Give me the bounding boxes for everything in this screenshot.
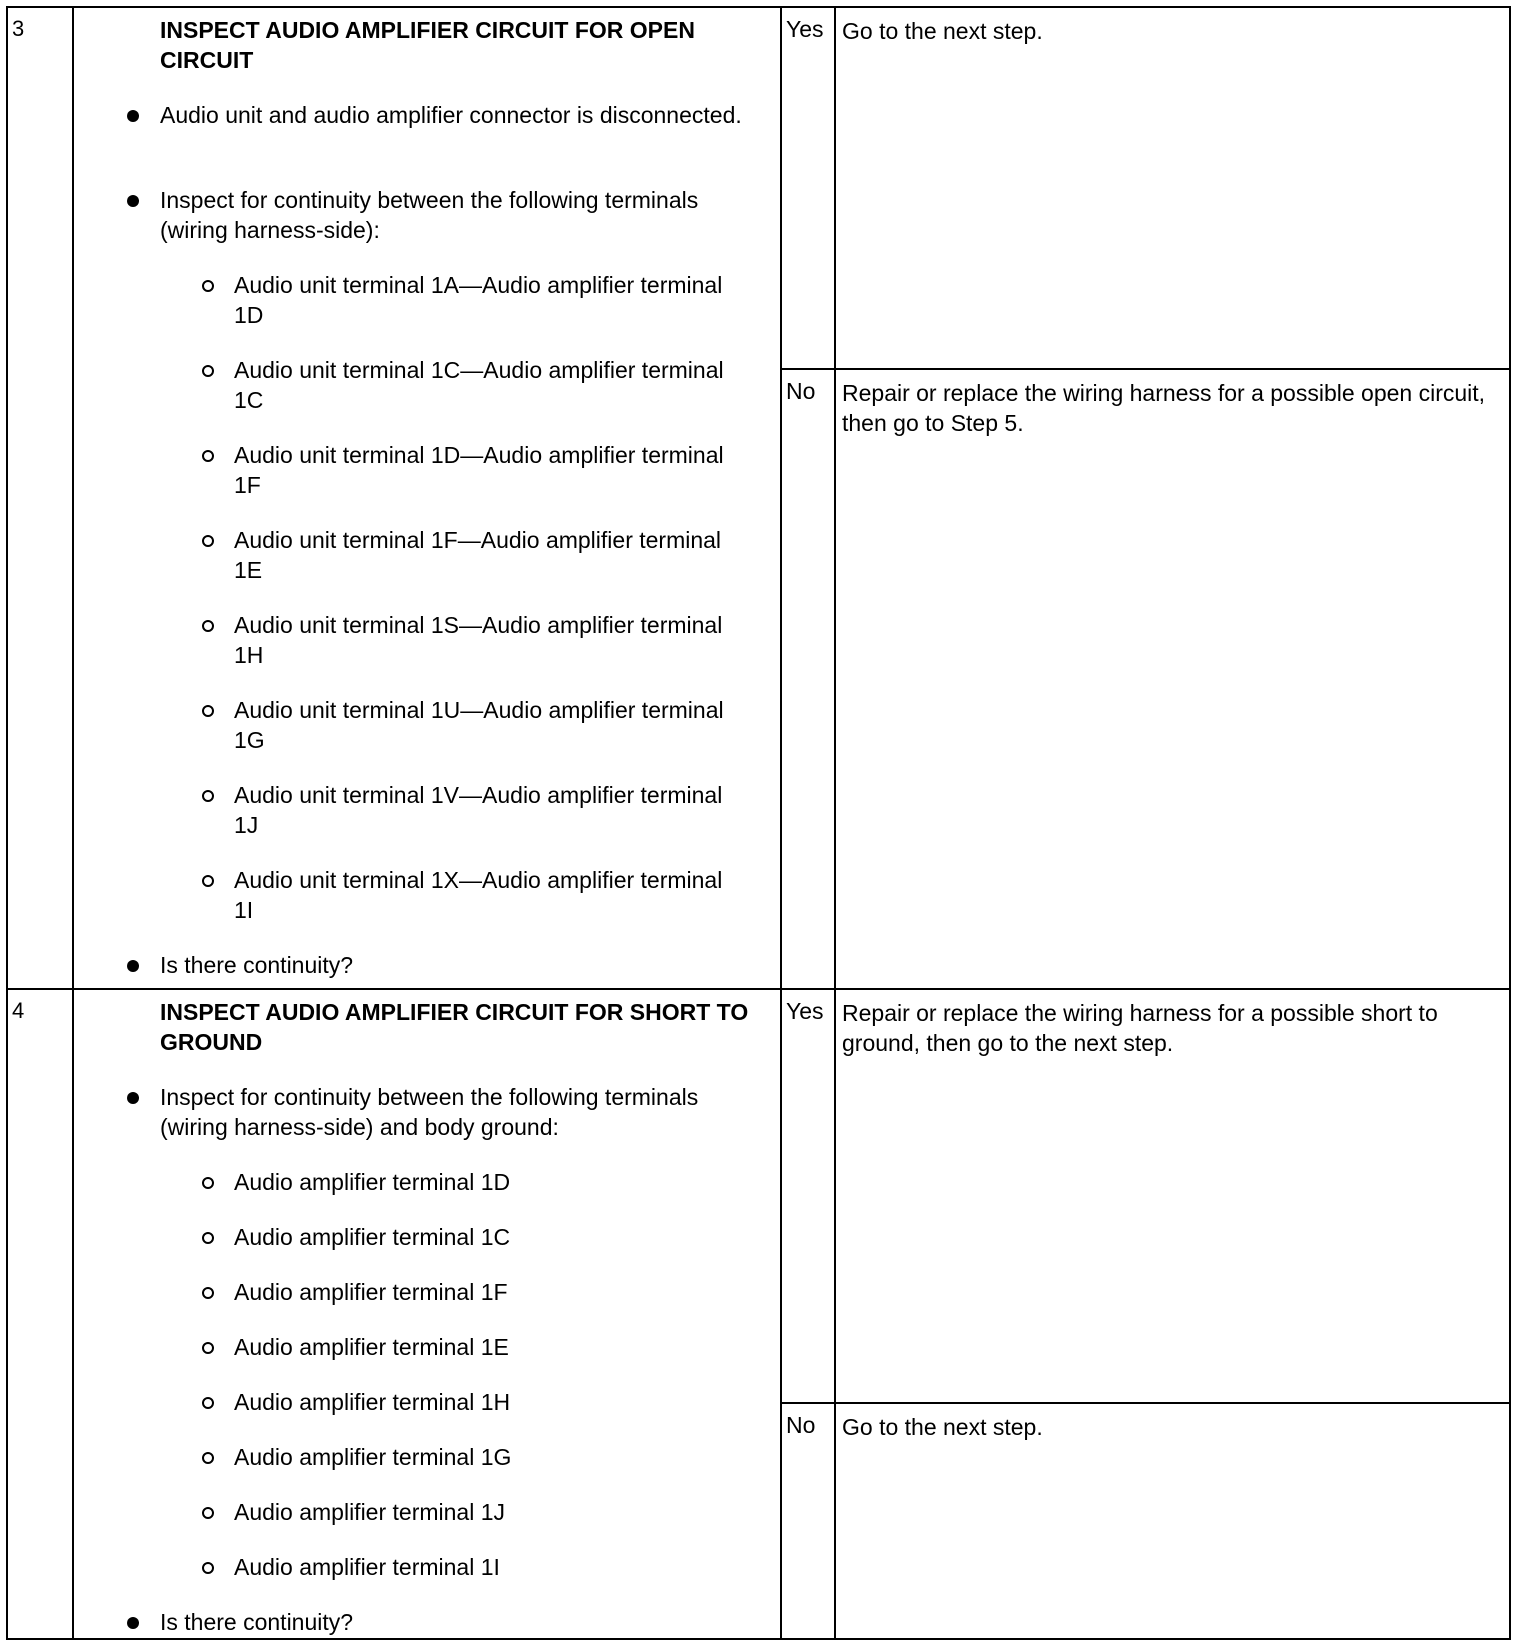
result-action: Go to the next step.: [842, 1414, 1043, 1440]
step-number: 3: [8, 8, 74, 988]
terminal-item: Audio unit terminal 1U—Audio amplifier terminal 1G: [234, 695, 734, 755]
bullet-item: Is there continuity?: [160, 1607, 760, 1637]
terminal-item: Audio amplifier terminal 1I: [234, 1552, 734, 1582]
result-action: Repair or replace the wiring harness for a possible short to ground, then go to the next step.: [842, 1000, 1438, 1056]
result-no: [782, 368, 1509, 988]
result-no: [782, 1402, 1509, 1638]
terminal-item: Audio amplifier terminal 1F: [234, 1277, 734, 1307]
terminal-item: Audio unit terminal 1D—Audio amplifier terminal 1F: [234, 440, 734, 500]
result-label: Yes: [782, 990, 836, 1402]
terminal-item: Audio amplifier terminal 1E: [234, 1332, 734, 1362]
result-label: Yes: [782, 8, 836, 368]
open-circle-icon: [202, 365, 214, 377]
result-action: Go to the next step.: [842, 18, 1043, 44]
open-circle-icon: [202, 705, 214, 717]
open-circle-icon: [202, 1397, 214, 1409]
step-heading: INSPECT AUDIO AMPLIFIER CIRCUIT FOR SHORT TO GROUND: [160, 999, 749, 1055]
open-circle-icon: [202, 1232, 214, 1244]
result-yes: [782, 990, 1509, 1402]
open-circle-icon: [202, 1342, 214, 1354]
open-circle-icon: [202, 1177, 214, 1189]
terminal-item: Audio unit terminal 1X—Audio amplifier terminal 1I: [234, 865, 734, 925]
result-action: Repair or replace the wiring harness for a possible open circuit, then go to Step 5.: [842, 380, 1486, 436]
bullet-dot-icon: [127, 960, 139, 972]
bullet-item: Audio unit and audio amplifier connector is disconnected.: [160, 100, 760, 130]
terminal-item: Audio unit terminal 1F—Audio amplifier terminal 1E: [234, 525, 734, 585]
terminal-item: Audio unit terminal 1A—Audio amplifier terminal 1D: [234, 270, 734, 330]
bullet-dot-icon: [127, 1092, 139, 1104]
bullet-item: Is there continuity?: [160, 950, 760, 980]
open-circle-icon: [202, 1507, 214, 1519]
bullet-item: Inspect for continuity between the following terminals (wiring harness-side):: [160, 185, 760, 245]
open-circle-icon: [202, 790, 214, 802]
bullet-item: Inspect for continuity between the following terminals (wiring harness-side) and body ground:: [160, 1082, 760, 1142]
result-yes: [782, 8, 1509, 368]
terminal-item: Audio amplifier terminal 1J: [234, 1497, 734, 1527]
inspection-cell: [74, 990, 782, 1638]
step-number: 4: [8, 990, 74, 1638]
terminal-item: Audio amplifier terminal 1C: [234, 1222, 734, 1252]
inspection-cell: [74, 8, 782, 988]
step-row-4: [6, 988, 1511, 1640]
results-cell: [782, 8, 1509, 988]
open-circle-icon: [202, 280, 214, 292]
terminal-item: Audio unit terminal 1C—Audio amplifier terminal 1C: [234, 355, 734, 415]
results-cell: [782, 990, 1509, 1638]
terminal-item: Audio unit terminal 1V—Audio amplifier terminal 1J: [234, 780, 734, 840]
open-circle-icon: [202, 535, 214, 547]
open-circle-icon: [202, 875, 214, 887]
bullet-dot-icon: [127, 110, 139, 122]
step-heading: INSPECT AUDIO AMPLIFIER CIRCUIT FOR OPEN CIRCUIT: [160, 17, 695, 73]
terminal-item: Audio unit terminal 1S—Audio amplifier terminal 1H: [234, 610, 734, 670]
result-label: No: [782, 1404, 836, 1638]
open-circle-icon: [202, 450, 214, 462]
bullet-dot-icon: [127, 1617, 139, 1629]
bullet-dot-icon: [127, 195, 139, 207]
open-circle-icon: [202, 1452, 214, 1464]
terminal-item: Audio amplifier terminal 1D: [234, 1167, 734, 1197]
open-circle-icon: [202, 620, 214, 632]
terminal-item: Audio amplifier terminal 1G: [234, 1442, 734, 1472]
result-label: No: [782, 370, 836, 988]
open-circle-icon: [202, 1562, 214, 1574]
terminal-item: Audio amplifier terminal 1H: [234, 1387, 734, 1417]
open-circle-icon: [202, 1287, 214, 1299]
step-row-3: [6, 6, 1511, 990]
